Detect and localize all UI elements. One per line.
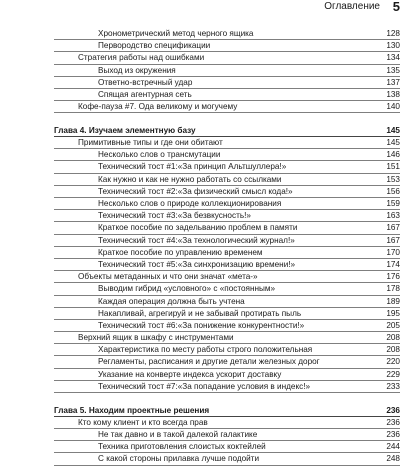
toc-entry-page: 236 <box>386 430 400 439</box>
toc-entry-page: 167 <box>386 223 400 233</box>
table-of-contents <box>54 28 400 466</box>
toc-entry[interactable] <box>54 259 400 271</box>
toc-entry[interactable] <box>54 52 400 64</box>
toc-entry[interactable] <box>54 271 400 283</box>
toc-entry-title: Краткое пособие по управлению временем <box>98 247 263 257</box>
toc-entry[interactable] <box>54 235 400 247</box>
toc-entry-page: 159 <box>386 199 400 209</box>
toc-entry[interactable] <box>54 186 400 198</box>
toc-entry-title: Стратегия работы над ошибками <box>78 53 205 63</box>
toc-entry[interactable] <box>54 320 400 332</box>
section-gap <box>54 113 400 125</box>
toc-entry[interactable] <box>54 344 400 356</box>
toc-entry[interactable] <box>54 332 400 344</box>
toc-entry[interactable] <box>54 247 400 259</box>
toc-entry[interactable] <box>54 283 400 295</box>
toc-entry-page: 145 <box>386 138 400 148</box>
toc-entry-title: Хронометрический метод черного ящика <box>98 29 254 38</box>
toc-entry-title: Технический тост #1:«За принцип Альтшуллера!» <box>98 162 287 172</box>
toc-entry-page: 156 <box>386 186 400 196</box>
toc-entry-title: Глава 5. Находим проектные решения <box>54 405 210 415</box>
toc-entry-title: Технический тост #3:«За безвкусность!» <box>98 211 251 221</box>
toc-entry[interactable] <box>54 40 400 52</box>
toc-entry-page: 167 <box>386 235 400 245</box>
toc-entry[interactable] <box>54 89 400 101</box>
toc-entry-page: 130 <box>386 41 400 51</box>
toc-entry[interactable] <box>54 65 400 77</box>
toc-entry-page: 220 <box>386 357 400 367</box>
toc-entry[interactable] <box>54 137 400 149</box>
toc-entry-page: 208 <box>386 333 400 343</box>
toc-entry[interactable] <box>54 308 400 320</box>
toc-entry[interactable] <box>54 161 400 173</box>
toc-entry-title: Ответно-встречный удар <box>98 77 193 87</box>
toc-entry[interactable] <box>54 77 400 89</box>
toc-entry-page: 134 <box>386 53 400 63</box>
toc-chapter-entry[interactable] <box>54 125 400 137</box>
toc-entry-page: 208 <box>386 345 400 355</box>
toc-entry[interactable] <box>54 381 400 393</box>
toc-entry[interactable] <box>54 441 400 453</box>
toc-entry-title: Примитивные типы и где они обитают <box>78 138 223 148</box>
toc-entry-page: 178 <box>386 284 400 294</box>
toc-entry-title: Указание на конверте индекса ускорит доставку <box>98 369 282 379</box>
toc-entry-page: 140 <box>386 102 400 112</box>
toc-entry-page: 205 <box>386 320 400 330</box>
toc-entry-title: Регламенты, расписания и другие детали железных дорог <box>98 357 320 367</box>
toc-entry-title: Верхний ящик в шкафу с инструментами <box>78 333 234 343</box>
toc-entry-page: 138 <box>386 89 400 99</box>
toc-entry-page: 153 <box>386 174 400 184</box>
toc-entry-page: 176 <box>386 272 400 282</box>
toc-entry-title: Выводим гибрид «условного» с «постоянным» <box>98 284 276 294</box>
toc-entry-page: 189 <box>386 296 400 306</box>
toc-entry-title: Технический тост #4:«За технологический журнал!» <box>98 235 295 245</box>
toc-entry-title: Как нужно и как не нужно работать со ссылками <box>98 174 282 184</box>
toc-entry[interactable] <box>54 149 400 161</box>
toc-entry-title: Характеристика по месту работы строго положительная <box>98 345 313 355</box>
toc-entry-page: 145 <box>386 125 400 135</box>
page-header <box>0 0 420 20</box>
toc-entry-page: 163 <box>386 211 400 221</box>
toc-entry-page: 195 <box>386 308 400 318</box>
toc-entry-title: Каждая операция должна быть учтена <box>98 296 245 306</box>
toc-entry-page: 233 <box>386 381 400 391</box>
toc-entry-title: Технический тост #5:«За синхронизацию времени!» <box>98 259 296 269</box>
toc-entry[interactable] <box>54 101 400 113</box>
toc-entry[interactable] <box>54 210 400 222</box>
toc-entry[interactable] <box>54 417 400 429</box>
toc-entry-page: 244 <box>386 442 400 452</box>
toc-entry-page: 174 <box>386 259 400 269</box>
toc-entry-page: 137 <box>386 77 400 87</box>
running-title: Оглавление <box>324 1 380 12</box>
page-number: 5 <box>392 0 400 14</box>
toc-entry-title: Глава 4. Изучаем элементную базу <box>54 125 196 135</box>
toc-entry[interactable] <box>54 222 400 234</box>
toc-entry-title: Технический тост #6:«За понижение конкурентности!» <box>98 320 305 330</box>
toc-entry-title: Первородство спецификации <box>98 41 211 51</box>
toc-entry-page: 236 <box>386 405 400 415</box>
toc-entry-page: 236 <box>386 417 400 427</box>
toc-entry[interactable] <box>54 453 400 465</box>
toc-entry-title: Кофе-пауза #7. Ода великому и могучему <box>78 102 238 112</box>
toc-entry[interactable] <box>54 174 400 186</box>
toc-chapter-entry[interactable] <box>54 405 400 417</box>
toc-entry[interactable] <box>54 429 400 441</box>
toc-entry-title: Технический тост #2:«За физический смысл кода!» <box>98 186 293 196</box>
toc-entry-title: Кто кому клиент и кто всегда прав <box>78 417 208 427</box>
toc-entry-title: Выход из окружения <box>98 65 176 75</box>
section-gap <box>54 393 400 405</box>
toc-entry-title: Не так давно и в такой далекой галактике <box>98 430 258 439</box>
toc-entry-page: 128 <box>386 29 400 38</box>
toc-entry-title: Несколько слов о природе коллекционирования <box>98 199 282 209</box>
toc-entry-page: 248 <box>386 454 400 464</box>
toc-entry-title: Краткое пособие по задельванию проблем в памяти <box>98 223 298 233</box>
toc-entry-title: С какой стороны прилавка лучше подойти <box>98 454 260 464</box>
toc-entry-title: Технический тост #7:«За попадание условия в индекс!» <box>98 381 311 391</box>
toc-entry[interactable] <box>54 296 400 308</box>
toc-entry[interactable] <box>54 28 400 40</box>
toc-entry[interactable] <box>54 356 400 368</box>
toc-entry[interactable] <box>54 369 400 381</box>
toc-entry[interactable] <box>54 198 400 210</box>
toc-entry-page: 170 <box>386 247 400 257</box>
toc-entry-title: Объекты метаданных и что они значат «мета-» <box>78 272 258 282</box>
toc-entry-page: 229 <box>386 369 400 379</box>
toc-entry-page: 135 <box>386 65 400 75</box>
toc-entry-title: Несколько слов о трансмутации <box>98 150 221 160</box>
toc-entry-title: Накапливай, агрегируй и не забывай протирать пыль <box>98 308 302 318</box>
toc-entry-title: Техника приготовления слоистых коктейлей <box>98 442 266 452</box>
toc-entry-page: 146 <box>386 150 400 160</box>
toc-entry-title: Спящая агентурная сеть <box>98 89 192 99</box>
toc-entry-page: 151 <box>386 162 400 172</box>
